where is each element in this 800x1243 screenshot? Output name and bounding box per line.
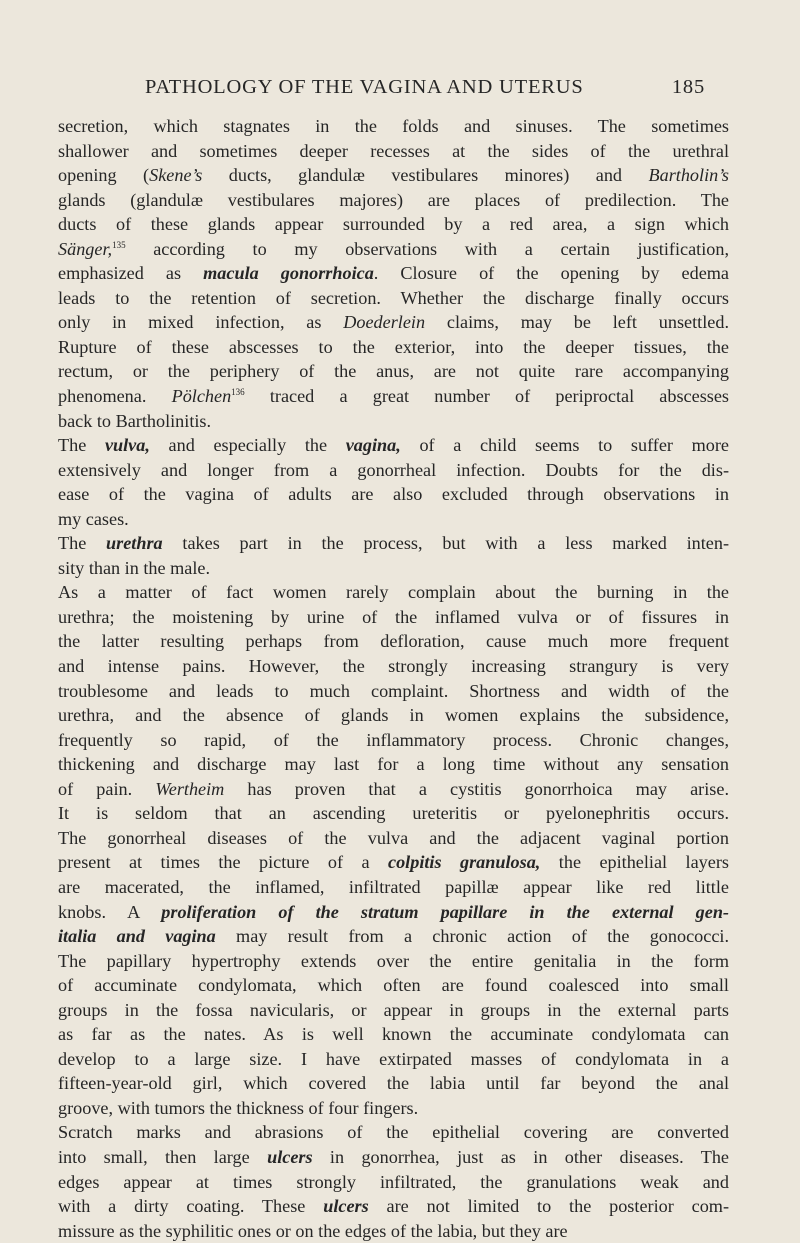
text-line: my cases. <box>58 508 129 529</box>
text-line: italia and vagina may result from a chronic action of the gonococci. <box>58 926 729 947</box>
page-number: 185 <box>671 76 705 98</box>
text-line: troublesome and leads to much complaint. Shortness and width of the <box>58 680 729 701</box>
text-line: groups in the fossa navicularis, or appear in groups in the external parts <box>58 999 729 1020</box>
text-line: knobs. A proliferation of the stratum papillare in the external gen- <box>58 901 729 922</box>
text-line: opening (Skene’s ducts, glandulæ vestibulares minores) and Bartholin’s <box>58 165 730 186</box>
text-line: back to Bartholinitis. <box>58 410 212 431</box>
text-line: and intense pains. However, the strongly increasing strangury is very <box>58 656 729 677</box>
text-line: glands (glandulæ vestibulares majores) are places of predilection. The <box>58 189 729 210</box>
text-line: The vulva, and especially the vagina, of a child seems to suffer more <box>58 435 730 456</box>
text-line: sity than in the male. <box>58 557 211 578</box>
text-line: leads to the retention of secretion. Whether the discharge finally occurs <box>58 287 729 308</box>
text-line: urethra, and the absence of glands in women explains the subsidence, <box>58 705 729 726</box>
text-line: are macerated, the inflamed, infiltrated papillæ appear like red little <box>58 876 729 897</box>
text-line: edges appear at times strongly infiltrated, the granulations weak and <box>58 1171 729 1192</box>
text-line: missure as the syphilitic ones or on the edges of the labia, but they are <box>58 1220 568 1241</box>
running-header <box>145 76 705 99</box>
text-line: only in mixed infection, as Doederlein claims, may be left unsettled. <box>58 312 729 333</box>
text-line: Sänger,$^{135}$ according to my observations with a certain justification, <box>58 238 729 259</box>
text-line: Scratch marks and abrasions of the epithelial covering are converted <box>58 1122 729 1143</box>
text-line: of accuminate condylomata, which often are found coalesced into small <box>58 975 729 996</box>
text-line: secretion, which stagnates in the folds and sinuses. The sometimes <box>58 116 729 136</box>
text-line: develop to a large size. I have extirpated masses of condylomata in a <box>58 1048 729 1069</box>
text-line: ease of the vagina of adults are also excluded through observations in <box>58 484 729 505</box>
text-line: present at times the picture of a colpitis granulosa, the epithelial layers <box>58 852 729 873</box>
text-line: frequently so rapid, of the inflammatory process. Chronic changes, <box>58 729 729 750</box>
text-line: ducts of these glands appear surrounded by a red area, a sign which <box>58 214 729 235</box>
text-line: as far as the nates. As is well known the accuminate condylomata can <box>58 1024 729 1045</box>
text-line: groove, with tumors the thickness of four fingers. <box>58 1097 419 1118</box>
text-line: of pain. Wertheim has proven that a cystitis gonorrhoica may arise. <box>58 778 729 799</box>
text-line: fifteen-year-old girl, which covered the labia until far beyond the anal <box>58 1073 729 1094</box>
text-line: with a dirty coating. These ulcers are not limited to the posterior com- <box>58 1196 729 1217</box>
text-line: extensively and longer from a gonorrheal infection. Doubts for the dis- <box>58 459 729 480</box>
text-line: emphasized as macula gonorrhoica. Closure of the opening by edema <box>58 263 729 284</box>
text-line: urethra; the moistening by urine of the inflamed vulva or of fissures in <box>58 606 729 627</box>
text-line: As a matter of fact women rarely complain about the burning in the <box>58 582 729 603</box>
body-text <box>58 114 729 1243</box>
header-title: PATHOLOGY OF THE VAGINA AND UTERUS <box>145 76 584 98</box>
text-line: The gonorrheal diseases of the vulva and the adjacent vaginal portion <box>58 827 729 848</box>
text-line: thickening and discharge may last for a long time without any sensation <box>58 754 729 775</box>
text-line: shallower and sometimes deeper recesses at the sides of the urethral <box>58 140 729 161</box>
text-line: The urethra takes part in the process, but with a less marked inten- <box>58 533 729 554</box>
text-line: into small, then large ulcers in gonorrhea, just as in other diseases. The <box>58 1146 729 1167</box>
text-line: the latter resulting perhaps from defloration, cause much more frequent <box>58 631 729 652</box>
text-line: phenomena. Pölchen$^{136}$ traced a great number of periproctal abscesses <box>58 386 729 407</box>
text-line: The papillary hypertrophy extends over the entire genitalia in the form <box>58 950 729 971</box>
text-line: It is seldom that an ascending ureteritis or pyelonephritis occurs. <box>58 803 729 824</box>
text-line: rectum, or the periphery of the anus, are not quite rare accompanying <box>58 361 729 382</box>
text-line: Rupture of these abscesses to the exterior, into the deeper tissues, the <box>58 336 729 357</box>
